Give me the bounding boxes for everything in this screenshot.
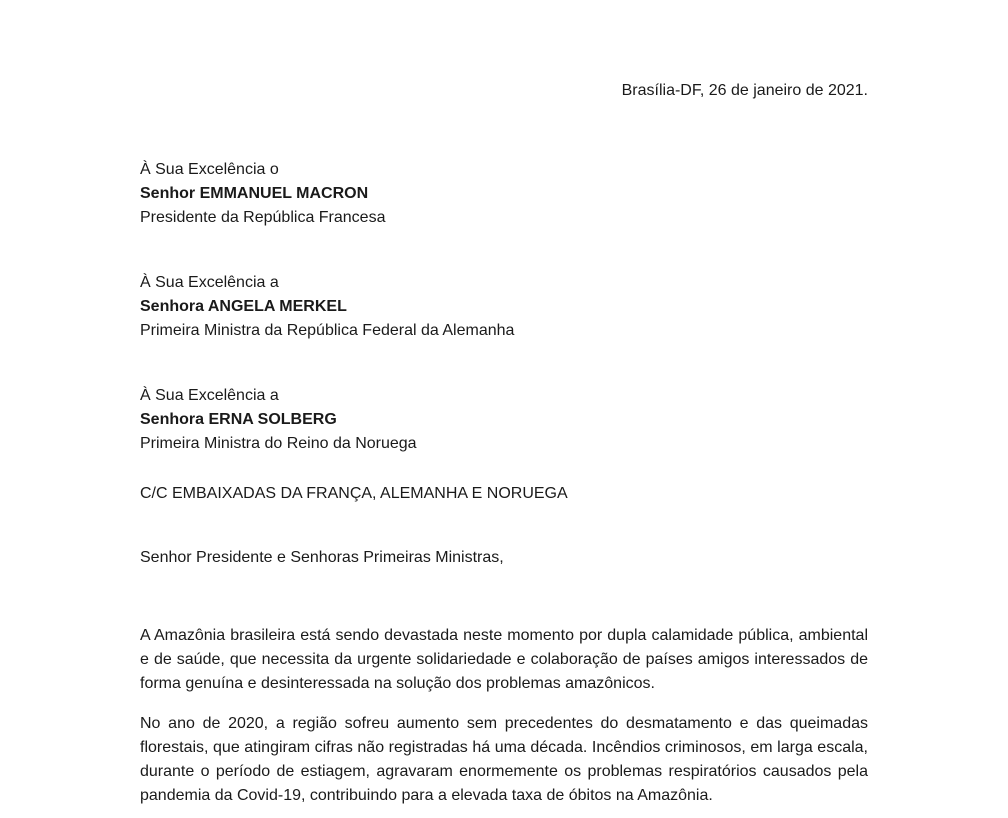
recipient-block-solberg [140, 384, 417, 456]
cc-line: C/C EMBAIXADAS DA FRANÇA, ALEMANHA E NORUEGA [140, 485, 568, 502]
recipient-salutation: À Sua Excelência a [140, 274, 279, 291]
greeting: Senhor Presidente e Senhoras Primeiras Ministras, [140, 549, 504, 566]
recipient-title: Senhor [140, 185, 196, 202]
body-paragraph: A Amazônia brasileira está sendo devastada neste momento por dupla calamidade pública, ambiental e de saúde, que necessita da urgente solidariedade e colaboração de países amigos interessados de forma genuína e desinteressada na solução dos problemas amazônicos. [140, 627, 868, 692]
recipient-position: Presidente da República Francesa [140, 209, 386, 226]
recipient-name-line [140, 182, 385, 206]
recipient-title: Senhora [140, 298, 205, 315]
date-line: Brasília-DF, 26 de janeiro de 2021. [621, 82, 868, 99]
recipient-name-line [140, 408, 417, 432]
recipient-block-macron [140, 158, 385, 230]
recipient-position: Primeira Ministra da República Federal da Alemanha [140, 322, 515, 339]
recipient-title: Senhora [140, 411, 205, 428]
recipient-name-line [140, 295, 514, 319]
recipient-name: ANGELA MERKEL [207, 298, 347, 315]
body-paragraph: No ano de 2020, a região sofreu aumento sem precedentes do desmatamento e das queimadas florestais, que atingiram cifras não registradas há uma década. Incêndios criminosos, em larga escala, durante o período de estiagem, agravaram enormemente os problemas respiratórios causados pela pandemia da Covid-19, contribuindo para a elevada taxa de óbitos na Amazônia. [140, 715, 868, 804]
recipient-salutation: À Sua Excelência o [140, 161, 279, 178]
recipient-block-merkel [140, 271, 514, 343]
recipient-name: EMMANUEL MACRON [199, 185, 369, 202]
recipient-salutation: À Sua Excelência a [140, 387, 279, 404]
recipient-name: ERNA SOLBERG [208, 411, 337, 428]
recipient-position: Primeira Ministra do Reino da Noruega [140, 435, 417, 452]
